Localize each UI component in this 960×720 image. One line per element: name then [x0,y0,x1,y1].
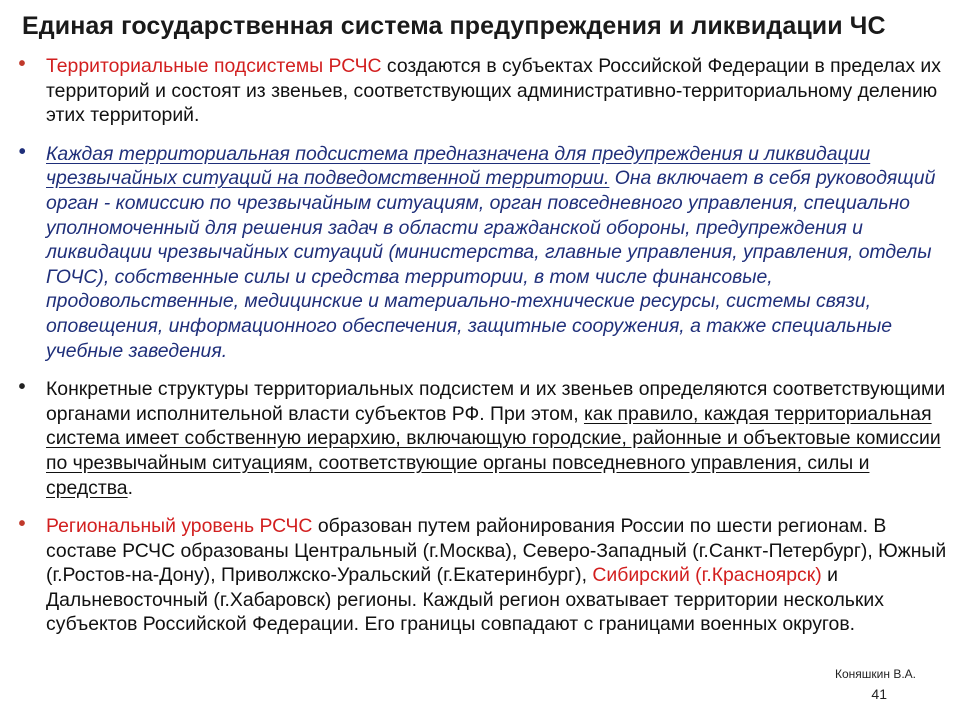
paragraph-text: образован путем районирования России по шести регионам. В составе РСЧС образованы Центральный (г.Москва), Северо-Западный (г.Санкт-Петербург), Южный (г.Ростов-на-Дону), Приволжско-Уральский (г.Екатеринбург), [46,515,947,587]
list-item [12,142,947,363]
highlight-region: Сибирский (г.Красноярск) [592,564,822,587]
paragraph-text: создаются в субъектах Российской Федерации в пределах их территорий и состоят из звеньев, соответствующих административно-территориальному делению этих территорий. [46,55,941,127]
highlight-term: Региональный уровень РСЧС [46,515,313,538]
bullet-dot-icon: • [18,140,26,163]
bullet-list [12,54,947,651]
underlined-definition: Каждая территориальная подсистема предназначена для предупреждения и ликвидации чрезвычайных ситуаций на подведомственной территории. [46,142,871,190]
bullet-dot-icon: • [18,376,26,399]
bullet-dot-icon: • [18,53,26,75]
list-item [12,514,947,637]
author-label: Коняшкин В.А. [834,667,916,681]
paragraph-text: Она включает в себя руководящий орган - комиссию по чрезвычайным ситуациям, орган повседневного управления, специально уполномоченный для решения задач в области гражданской обороны, предупреждения и ликвидации чрезвычайных ситуаций (министерства, главные управления, управления, отделы ГОЧС), собственные силы и средства территории, в том числе финансовые, продовольственные, медицинские и материально-технические ресурсы, системы связи, оповещения, информационного обеспечения, защитные сооружения, а также специальные учебные заведения. [46,167,936,362]
paragraph-text: и Дальневосточный (г.Хабаровск) регионы. Каждый регион охватывает территории нескольких субъектов Российской Федерации. Его границы совпадают с границами военных округов. [46,564,884,636]
list-item [12,54,947,128]
bullet-dot-icon: • [18,513,26,536]
paragraph-text: Конкретные структуры территориальных подсистем и их звеньев определяются соответствующими органами исполнительной власти субъектов РФ. При этом, [46,378,946,425]
page-title: Единая государственная система предупреждения и ликвидации ЧС [22,12,886,40]
paragraph-tail: . [127,476,133,499]
list-item [12,377,947,500]
underlined-text: как правило, каждая территориальная система имеет собственную иерархию, включающую городские, районные и объектовые комиссии по чрезвычайным ситуациям, соответствующие органы повседневного управления, силы и средства [46,402,941,499]
page-number: 41 [871,686,887,702]
highlight-term: Территориальные подсистемы РСЧС [46,55,382,77]
